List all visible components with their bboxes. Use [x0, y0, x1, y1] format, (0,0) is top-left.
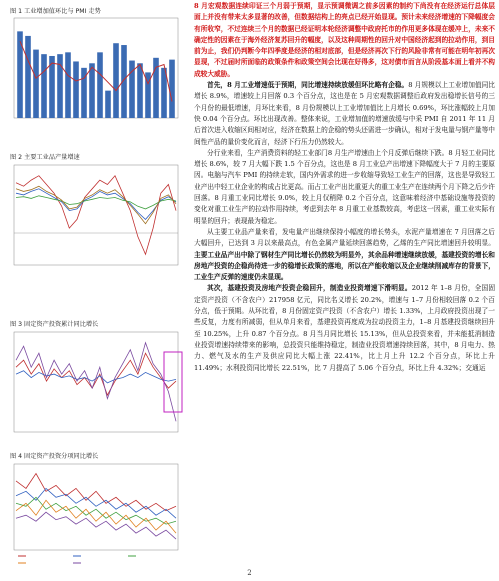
figure-1-title: 图 1 工业增加值环比与 PMI 走势: [10, 8, 101, 15]
figure-4-chart: [4, 462, 188, 574]
bar: [105, 91, 111, 118]
paragraph-3: [194, 227, 495, 283]
bar: [89, 63, 95, 118]
paragraph-4: [194, 283, 495, 373]
paragraph-1-heading: 首先，8 月工业增速低于预期，同比增速持续放缓但环比略有企稳。: [207, 81, 409, 90]
figure-3-title: 图 3 固定资产投资累计同比增长: [10, 321, 99, 328]
bar: [17, 31, 23, 118]
paragraph-4-heading: 其次，基建投资及房地产投资企稳回升，制造业投资增速下滑明显。: [207, 284, 412, 293]
summary-paragraph: 8 月宏观数据连续印证三个月弱于预期，显示预调微调之前多因素的制约下尚没有在经济运行总体层面上并没有带来太多显著的改善，但数据结构上的亮点已经开始显现。预计未来经济增速的下降幅度会有所收窄，不过连续三个月的数据已经证明本轮经济调整中政府托市的作用更多体现在缓冲上，未来不确定性的因素在于海外经济复苏回升的幅度，以及这种周期性的回升对中国经济起到的拉动作用，到目前为止，我们仍判断今年四季度是经济的相对底部，但是经济再次下行的风险非常有可能在明年初再次显现，不过届时所面临的政策条件和政策空间会比现在好得多，这对债市而言从阶段基本面上看并不构成较大威胁。: [194, 2, 495, 78]
series-line: [16, 343, 176, 422]
figure-3-chart: [4, 330, 188, 450]
figures-column: [0, 0, 190, 581]
bar: [65, 52, 71, 118]
paragraph-1-body: 8 月规模以上工业增加值同比增长 8.9%，增速较上月回落 0.3 个百分点，这也是在 5 月宏观数据调整后政府发出稳增长信号的三个月份的最低增速，月环比来看，8 月份规模以上工业增加值比上月增长 0.69%，环比涨幅较上月加快 0.04 个百分点。环比出现改善。整体来说，工业增加值的增速放缓与中采 PMI 自 2011 年 11 月后首次进入收缩区间相对应，经济在数据上的企稳的势头还需进一步确认，相对于发电量与钢产量等中间性产品的量价变化而言，经济下行压力仍然较大。: [194, 81, 495, 146]
series-line: [16, 176, 176, 255]
paragraph-4-body: 2012 年 1–8 月份，全国固定资产投资（不含农户）217958 亿元，同比名义增长 20.2%，增速与 1–7 月份相较回落 0.2 个百分点，低于预期。从环比看，8 月份固定资产投资（不含农户）增长 1.33%，上月政府投资出现了一些反复，力度有所减弱，但从单月来看，基建投资再度成为拉动投资主力，1–8 月基建投资继续回升至 10.25%，上升 0.87 个百分点。8 月当月同比增长 15.13%，但从总投资来看，并未能抵消制造业投资增速持续带来的影响，总投资只能维持稳定，制造业投资增速持续回落，其中，8 月电力、热力、燃气及水的生产及供应同比大幅上涨 22.41%，比上月上升 12.2 个百分点，环比上升 11.49%；水利投资同比增长 22.51%，比 7 月提高了 5.06 个百分点，环比上升 4.32%；交通运: [194, 284, 496, 372]
figure-1-chart: [4, 16, 188, 136]
highlight-box: [164, 352, 182, 412]
series-line: [16, 497, 176, 524]
bar: [25, 36, 31, 118]
series-line: [16, 196, 176, 209]
figure-2-title: 图 2 主要工业品产量增速: [10, 154, 80, 161]
paragraph-3-body: 从主要工业品产量来看，发电量产出继续保持小幅度的增长势头，水泥产量增速在 7 月回落之后大幅回升，已达到 3 月以来最高点，有色金属产量延续回落趋势，乙烯的生产同比增速回升较明显。: [194, 227, 495, 248]
series-line: [16, 488, 176, 518]
bar: [113, 43, 119, 118]
page-number: 2: [247, 569, 252, 577]
bar: [137, 63, 143, 118]
paragraph-1: [194, 80, 495, 148]
paragraph-2: 分行业来看，生产消费资料的轻工业部门8 月生产增速由上个月反弹后继续下跌。8 月轻工业同比增长 8.6%，较 7 月大幅下跌 1.5 个百分点，这也是 8 月工业总产出增速下降幅度大于 7 月的主要原因。电脑与汽车 PMI 的持续走软，国内外需求的进一步收缩导致轻工业生产的回落，这也是导致轻工业产出中轻工业企业的构成占比更高。而占工业产出比重更大的重工业生产在连续两个月下降之后少许回落。8 月重工业同比增长 9.0%，较上月仅稍降 0.2 个百分点，这意味着经济中基础设施等投资的变化对重工业生产的拉动作用持续，考虑到去年 8 月重工业基数较高，考虑这一因素，重工业实际有明显的回升；表现最为稳定。: [194, 148, 495, 225]
bar: [73, 61, 79, 118]
paragraph-3-emphasis: 主要工业品产出中除了钢材生产同比增长仍然较为明显外，其余品种增速继续放缓，基建投资的增长和房地产投资的企稳尚待进一步的稳增长政策的落地，所以在产能收缩以及企业继续削减库存的背景下，工业生产反弹的速度仍未显现。: [194, 250, 495, 282]
series-line: [16, 186, 176, 224]
bar: [33, 50, 39, 118]
figure-2-chart: [4, 163, 188, 288]
bar: [97, 52, 103, 118]
series-line: [16, 474, 176, 511]
bar: [41, 54, 47, 118]
text-column: [194, 0, 495, 581]
figure-4-title: 图 4 固定资产投资分项同比增长: [10, 453, 99, 460]
series-line: [16, 189, 176, 220]
series-line: [16, 353, 176, 395]
bar: [169, 60, 175, 118]
